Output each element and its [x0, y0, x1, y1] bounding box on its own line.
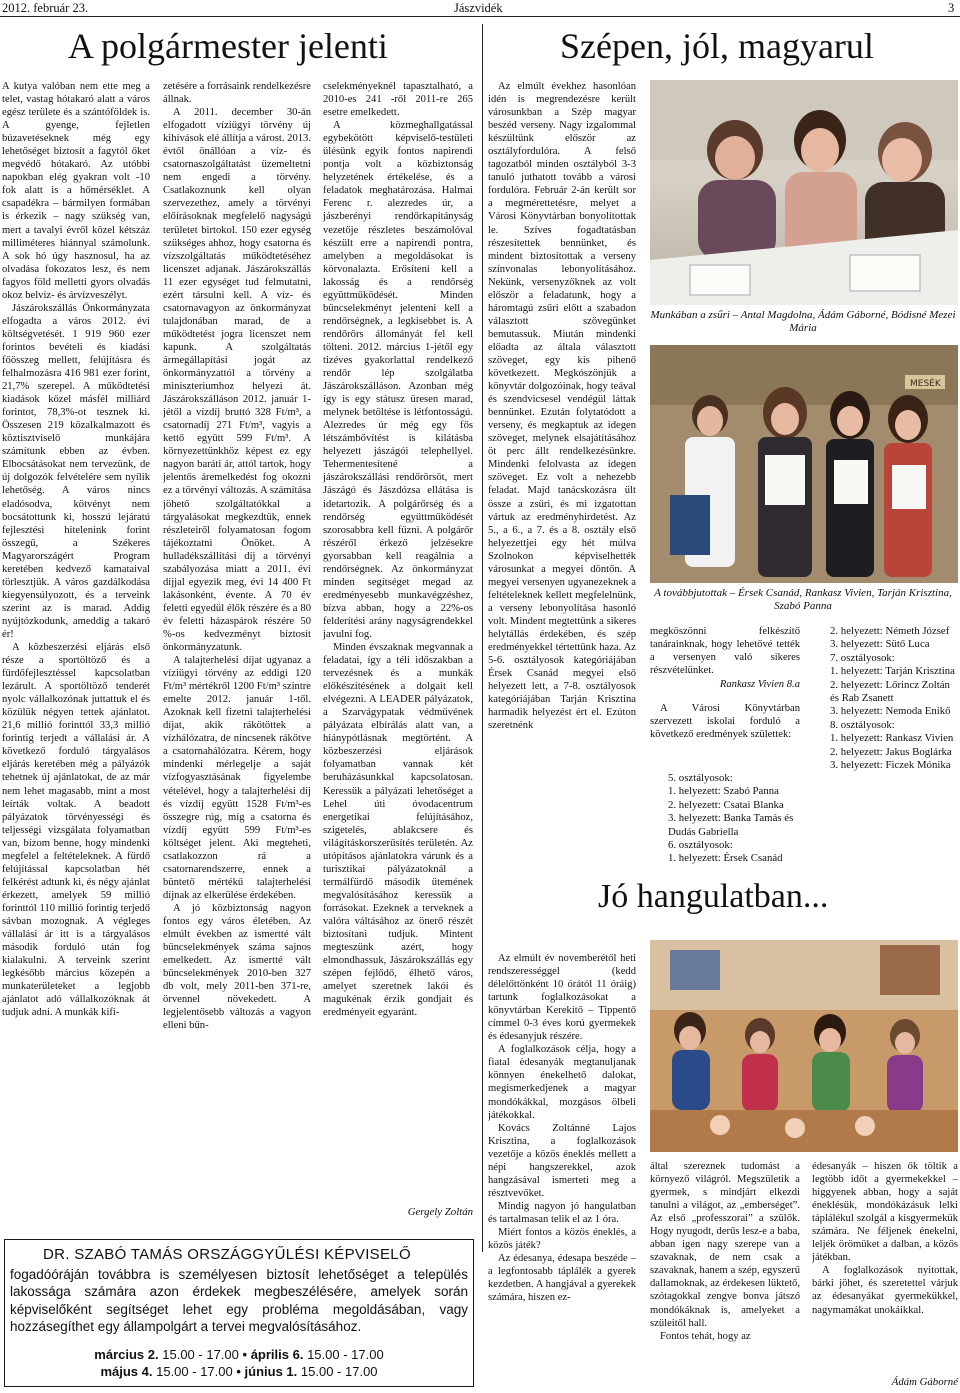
paragraph: Minden évszaknak megvannak a feladatai, így a téli időszakban a tervezésnek és a munkák előkészítésének a dolgait kell elvégezni. A LEADER pályázatok, a Szarvágypatak védművének pályázata elbírálás alatt van, a hiánypótlásnak megtörtént. A közbeszerzési eljárások folyamatban vannak két beruházásunkkal kapcsolatosan. Keressük a pályázati lehetőséget a Lehel úti óvodacentrum energetikai felújításához, szigetelés, ablakcsere és világításkorszerűsítés területén. Az utópításos ajánlatokra várunk és a turisztikai pályázatoknál a termálfürdő második ütemének megvalósításához keressük a forrásokat. Ezeknek a terveknek a valóra váltásához az önerő részét biztosítani tudjuk. Mintent megteszünk azért, hogy elmondhassuk, Jászárokszállás egy szépen fejlődő, élhető város, amelyet szeretnek lakói és magukénak érzik gondjait és eredményeit egyaránt.	[323, 642, 473, 1019]
paragraph: zetésére a forrásaink rendelkezésre állnak.	[163, 81, 311, 106]
left-article-title: A polgármester jelenti	[68, 26, 388, 66]
bottom-article-col1	[488, 952, 636, 1390]
schedule-date: március 2.	[94, 1347, 159, 1362]
winners-photo	[650, 345, 958, 583]
list-item: 3. helyezett: Sütő Luca	[830, 638, 930, 651]
paragraph: Az elmúlt év novemberétől heti rendszerességgel (kedd délelőttönként 10 órától 11 óráig) tartunk foglalkozásokat a könyvtárban Kerekítő – Tippentő címmel 0-3 éves korú gyermekek és édesanyjuk részére.	[488, 953, 636, 1043]
right-article-author: Rankasz Vivien 8.a	[719, 679, 800, 691]
right-article-title: Szépen, jól, magyarul	[560, 26, 874, 66]
paragraph: édesanyák – hiszen ők töltik a legtöbb időt a gyermekekkel – higgyenek abban, hogy a saját éneklésük, mondókázásuk lelki táplálékul szolgál a kisgyermekük számára. Ne féljenek énekelni, leljék örömüket a dalban, a közös játékban.	[812, 1161, 958, 1264]
paragraph: Jászárokszállás Önkormányzata elfogadta a város 2012. évi költségvetését. 1 919 960 ezer forintos bevételi és kiadási főösszeg mellett, felújításra és felhalmozásra 416 981 ezer forint, 21,7% szerepel. A működtetési kiadások közel másfél milliárd forintot, 78,3%-ot tesznek ki. Összesen 219 közalkalmazott és köztisztviselő munkájára számítunk ebben az évben. Elbocsátásokat nem tervezünk, de új dolgozók felvételére sem nyílik lehetőség. A város nincs eladósodva, kötvényt nem bocsátottunk ki, hosszú lejáratú fejlesztési hitelenink forint összegű, a Székeres Magyarországért Program keretében kedvező kamataival törlesztjük. A város gazdálkodása kiegyensúlyozott, és a terveink szerint az is marad. Addig nyújtózkodunk, ameddig a takaró ér!	[2, 302, 150, 640]
activity-photo	[650, 940, 958, 1152]
jury-photo	[650, 80, 958, 305]
paragraph: A kutya valóban nem ette meg a telet, vastag hótakaró alatt a város egész területe és a szántóföldek is. A gyenge, fejletlen búzavetéseknek még egy lehetőséget biztosít a fagytól őket megvédő hótakaró. Az utóbbi napokban elég gyakran volt -10 fok alatt is a hőmérséklet. A csapadékra – bármilyen formában is érkezik – nagy szükség van, mert a tavalyi évről közel kétszáz milliméteres hiánnyal számolunk. A sok hó úgy hasznosul, ha az olvadása fokozatos lesz, és nem fagyos föld melletti gyors olvadás okoz belvíz- és árvízveszélyt.	[2, 81, 150, 301]
header-publication: Jászvidék	[454, 1, 503, 15]
results-list-right	[830, 625, 958, 772]
list-item: 2. helyezett: Csatai Blanka	[668, 798, 784, 811]
bottom-article-title: Jó hangulatban...	[598, 878, 829, 915]
paragraph: Az édesanya, édesapa beszéde – a legfontosabb táplálék a gyerek kezdetben. A hangjával a gyerekek számára, hiszen ez-	[488, 1253, 636, 1304]
schedule-time: 15.00 - 17.00	[162, 1347, 239, 1362]
schedule-date: május 4.	[100, 1364, 153, 1379]
bottom-article-col2	[650, 1160, 800, 1390]
schedule-separator: •	[242, 1347, 248, 1362]
paragraph: Fontos tehát, hogy az	[660, 1330, 751, 1342]
list-item: 3. helyezett: Banka Tamás és Dudás Gabriella	[668, 812, 794, 838]
ad-box-schedule-2	[5, 1364, 473, 1379]
list-item: 1. helyezett: Tarján Krisztina	[830, 665, 955, 678]
paragraph: cselekményeknél tapasztalható, a 2010-es 241 -ről 2011-re 265 esetre emelkedett.	[323, 81, 473, 119]
paragraph: A foglalkozások nyitottak, bárki jöhet, és szeretettel várjuk az édesanyákat gyermekükkel, nagymamákat unokáikkal.	[812, 1265, 958, 1316]
paragraph: A közmeghallgatással egybekötött képviselő-testületi ülésünk egyik fontos napirendi pontja volt a közbiztonság helyzetének értékelése, és a feladatok meghatározása. Halmai Ferenc r. alezredes úr, a jászberényi rendőrkapitányság vezetője részletes beszámolóval készült erre a napirendi pontra, amelyben a megoldásokat is körvonalazta. Erősíteni kell a lakosság és a rendőrség együttműködését. Minden bűncselekményt jelenteni kell a rendőrségnek, a legkisebbet is. A rendőrörs állományát fel kell tölteni. 2012. március 1-jétől egy tizéves gyakorlattal rendelkező rendőr lép szolgálatba Jászárokszálláson. Azonban még így is egy státusz üresen marad, melynek betöltése is létfontosságú. Alezredes úr még egy fős létszámbővítést is kilátásba helyezett jászágói telephellyel. Tehermentesítené a jászárokszállási rendőrörsöt, mert Jászágó és Jászdózsa ellátása is idetartozik. A polgárőrség és a rendőrség együttműködését szorosabbra kell fűzni. A polgárőr részéről érkező jelzésekre gyorsabban kell reagálnia a rendőrségnek. Az önkormányzat minden segítséget megad az eredményesebb munkavégzéshez, bízva abban, hogy a 22%-os felderítési arány nagyságrendekkel javulni fog.	[323, 120, 473, 640]
list-item: 3. helyezett: Nemoda Enikő	[830, 705, 951, 718]
paragraph: Kovács Zoltánné Lajos Krisztina, a foglalkozások vezetője a közös éneklés mellett a népi hangszerekkel, azok hangzásával ismerteti meg a résztvevőket.	[488, 1122, 636, 1199]
ad-box-text: fogadóóráján továbbra is személyesen biztosít lehetőséget a település lakossága számára azon érdekek megbeszélésére, amelyek során képviselőként segítséget lehet egy probléma megoldásában, vagy hozzásegíthet egy állampolgárt a tervei megvalósításához.	[10, 1267, 468, 1335]
bottom-article-col3	[812, 1160, 958, 1376]
list-item: 2. helyezett: Jakus Boglárka	[830, 745, 952, 758]
ad-box-schedule-1	[5, 1347, 473, 1362]
list-item: 3. helyezett: Ficzek Mónika	[830, 759, 951, 772]
paragraph: A közbeszerzési eljárás első része a sportöltöző és a fürdőfejlesztéssel kapcsolatban lezárult. A sportöltöző tenderét nyolc vállalkozónak juttattuk el és közülük négyen tettek ajánlatot. 21,6 millió forinttól 33,3 millió forintig terjedt a vállalási ár. A következő forduló tárgyalásos eljárás keretében még a pályázók tehetnek új ajánlatokat, de az már nem lehet magasabb, mint a most leírták voltak. A beadott pályázatok törvényességi és teljességi vizsgálata folyamatban van, bízom benne, hogy mindenki megfelel a feltételeknek. A fürdő felújítással kapcsolatban hét felkérést adtunk ki, és négy ajánlat érkezett, amelyek 59 millió forinttól 110 millió forintig terjedő sávban mozognak. A végleges vállalási ár itt is a tárgyalásos második forduló után fog kialakulni. A terveink szerint legkésőbb március közepén a munkaterületeket a legjobb ajánlatot adó vállalkozóknak át tudjuk adni. A munkák kifi-	[2, 642, 150, 1019]
list-item: 1. helyezett: Szabó Panna	[668, 785, 779, 798]
paragraph: A 2011. december 30-án elfogadott víziügyi törvény új kihívások elé állítja a várost. 2013. évtől önállóan a víz- és csatornaszolgáltatást üzemeltetni nem engedi a törvény. Csatlakoznunk kell olyan szervezethez, amely a törvényi előírásoknak megfelelő nagyságú területet birtokol. 150 ezer egység szükséges ahhoz, hogy csatorna és vízszolgáltatás működtetéséhez licenszet adjanak. Jászárokszállás 11 ezer egységet tud felmutatni, ezért társulni kell. A víz- és csatornavagyon az önkormányzat tulajdonában marad, de a működtetést jogra licenszet nem kapunk. A szolgáltatás ármegállapítási jogát az önkormányzattól a törvény a miniszteriumhoz helyezi át. Jászárokszálláson 2012. január 1-jétől a vízdíj bruttó 328 Ft/m³, a csatornadíj 271 Ft/m³, vagyis a kettő együtt 599 Ft/m³. A környezettünkhöz képest ez egy nagyon baráti ár, attól tartok, hogy jelentős áremelkedést fog okozni ez a törvényi változás. A számítása jöhető szolgáltatókkal a tárgyalásokat megkezdtük, ennek részleteiről folyamatosan fogom tájékoztatni Önöket. A hulladékszállítási díj a törvényi szabályozása miatt a 2011. évi díjjal egyezik meg, évi 14 400 Ft lakásonként, évente. A 70 év feletti egyedül élők részére és a 80 év feletti házaspárok részére 50 %-os kedvezményt biztosít önkormányzatunk.	[163, 107, 311, 654]
paragraph: által szereznek tudomást a környező világról. Megszületik a gyermek, s mindjárt elkezdi tanulni a világot, az „emberséget”. Az első „professzorai” a szülők. Hogy nyugodt, derűs lesz-e a baba, abban igen nagy szerepe van a szavaknak, de nem csak a szavaknak, hanem a szép, egyszerű dallamoknak, az érdekesen lüktető, szótagokkal zengve bonva játszó mondókáknak is, amelyeket a szüleitől hall.	[650, 1161, 800, 1329]
list-item: 2. helyezett: Lőrincz Zoltán és Rab Zsanett	[830, 678, 950, 705]
list-item: 7. osztályosok:	[830, 651, 895, 664]
left-article-col1	[2, 80, 150, 1218]
paragraph: Mindig nagyon jó hangulatban és tartalmasan telik el az 1 óra.	[488, 1200, 636, 1225]
paragraph: Az elmúlt évekhez hasonlóan idén is megrendezésre került városunkban a Szép magyar beszéd verseny. Nagy izgalommal készültünk először az osztályfordulóra. A felső tagozatból minden osztályból 3-3 tanuló juthatott tovább a városi fordulóra. Február 2-án került sor a megmérettetésre, melyet a Városi Könyvtárban bonyolítottak le. Szíves fogadtatásban részesítettek bennünket, és mindent biztosítottak a verseny színvonalas lebonyolításához. Nekünk, versenyzőknek az volt először a feladatunk, hogy a háromtagú zsűri előtt a szabadon választott szövegünket bemutassuk. Miután mindenki előadta az általa választott szöveget, egy kis pihenő következett. Megkószönjük a könyvtár dolgozóinak, hogy teával és szendvicsesel vendégül láttak bennünket. Ezután folytatódott a verseny, és megkaptuk az idegen szöveget, melynek elsajátításához öt perc állt rendelkezésünkre. Mindenki felolvasta az idegen szöveget. Ez volt a nehezebb feladat. Majd tanácskozásra ült össze a zsűri, és mi izgatottan vártuk az eredményhirdetést. Az 5., a 6., a 7. és a 8. osztály első helyezettjei egy hét múlva Szolnokon képviselhették városunkat a megyei döntőn. A megyei versenyen ugyanezeknek a feltételeknek kellett megfelelnünk, a verseny lebonyolítása hasonló volt. Mindent megtettünk a sikeres helytállás érdekében, és szép eredményekkel tértettünk haza. Az 5-6. osztályosok kategóriájában Érsek Csanád megyei első helyezett lett, a 7-8. osztályosok kategóriájában Tarján Krisztina harmadik helyezést ért el. Ezúton szeretnénk	[488, 81, 636, 732]
header-date: 2012. február 23.	[2, 1, 89, 15]
schedule-date: április 6.	[250, 1347, 304, 1362]
paragraph: A jó közbiztonság nagyon fontos egy város életében. Az elmúlt években az ismertté vált bűncselekmények száma sajnos emelkedett. Az ismertté vált bűncselekmények 2010-ben 327 db volt, mely 2011-ben 371-re, örvennel növekedett. A legjelentősebb változás a vagyon elleni bűn-	[163, 902, 311, 1032]
list-item: 1. helyezett: Érsek Csanád	[668, 852, 783, 865]
winners-photo-caption: A továbbjutottak – Érsek Csanád, Rankasz Vivien, Tarján Krisztina, Szabó Panna	[654, 587, 952, 612]
list-item: 6. osztályosok:	[668, 839, 733, 852]
bottom-article-author: Ádám Gáborné	[891, 1376, 958, 1388]
ad-box-title: DR. SZABÓ TAMÁS ORSZÁGGYŰLÉSI KÉPVISELŐ	[43, 1246, 411, 1263]
jury-photo-caption: Munkában a zsűri – Antal Magdolna, Ádám Gáborné, Bódisné Mezei Mária	[650, 309, 956, 334]
left-article-col3	[323, 80, 473, 1204]
right-article-col1	[488, 80, 636, 876]
center-divider	[482, 24, 483, 1252]
photo-sign: MESÉK	[910, 379, 941, 389]
header-rule	[0, 16, 960, 17]
jury-photo-image	[650, 80, 958, 305]
paragraph: Miért fontos a közös éneklés, a közös játék?	[488, 1226, 636, 1252]
schedule-date: június 1.	[244, 1364, 298, 1379]
right-article-col2	[650, 625, 800, 741]
list-item: 8. osztályosok:	[830, 718, 895, 731]
left-article-col2	[163, 80, 311, 1218]
ad-box	[4, 1239, 474, 1387]
paragraph: A talajterhelési díjat ugyanaz a víziügyi törvény az eddigi 120 Ft/m³ mértékről 1200 Ft/m³ szintre emelte 2012. január 1-től. Azoknak kell fizetni talajterhelési díjat, akik rákötöttek a vízhálózatra, de nincsenek rákötve a csatornahálózatra. Kérem, hogy mindenki mérlegelje a saját vízfogyasztásának figyelembe vételével, hogy a talajterhelési díj és vízdíj együtt 1528 Ft/m³-es összegre rúg, míg a csatorna és vízdíj együtt 599 Ft/m³-es költséget jelent. Aki megteheti, csatlakozzon rá a csatornarendszerre, ennek a büntető mértékű talajterhelési díjnak az elkerülése érdekében.	[163, 655, 311, 901]
results-list-left	[668, 772, 808, 866]
schedule-time: 15.00 - 17.00	[300, 1364, 378, 1379]
winners-photo-image	[650, 345, 958, 583]
header-page-number: 3	[948, 1, 955, 15]
results-intro: A Városi Könyvtárban szervezett iskolai forduló a következő eredmények születtek:	[650, 703, 800, 741]
left-article-author: Gergely Zoltán	[407, 1206, 473, 1218]
schedule-time: 15.00 - 17.00	[156, 1364, 233, 1379]
activity-photo-image	[650, 940, 958, 1152]
list-item: 2. helyezett: Németh József	[830, 625, 950, 637]
list-item: 5. osztályosok:	[668, 772, 733, 784]
paragraph: megköszönni felkészítő tanárainknak, hogy lehetővé tették a versenyen való sikeres részvételünket.	[650, 626, 800, 677]
schedule-separator: •	[236, 1364, 241, 1379]
list-item: 1. helyezett: Rankasz Vivien	[830, 732, 954, 745]
paragraph: A foglalkozások célja, hogy a fiatal édesanyák megtanuljanak könnyen énekelhető dalokat, megismerkedjenek a magyar mondókákkal, mozgásos ölbeli játékokkal.	[488, 1044, 636, 1121]
schedule-time: 15.00 - 17.00	[307, 1347, 384, 1362]
